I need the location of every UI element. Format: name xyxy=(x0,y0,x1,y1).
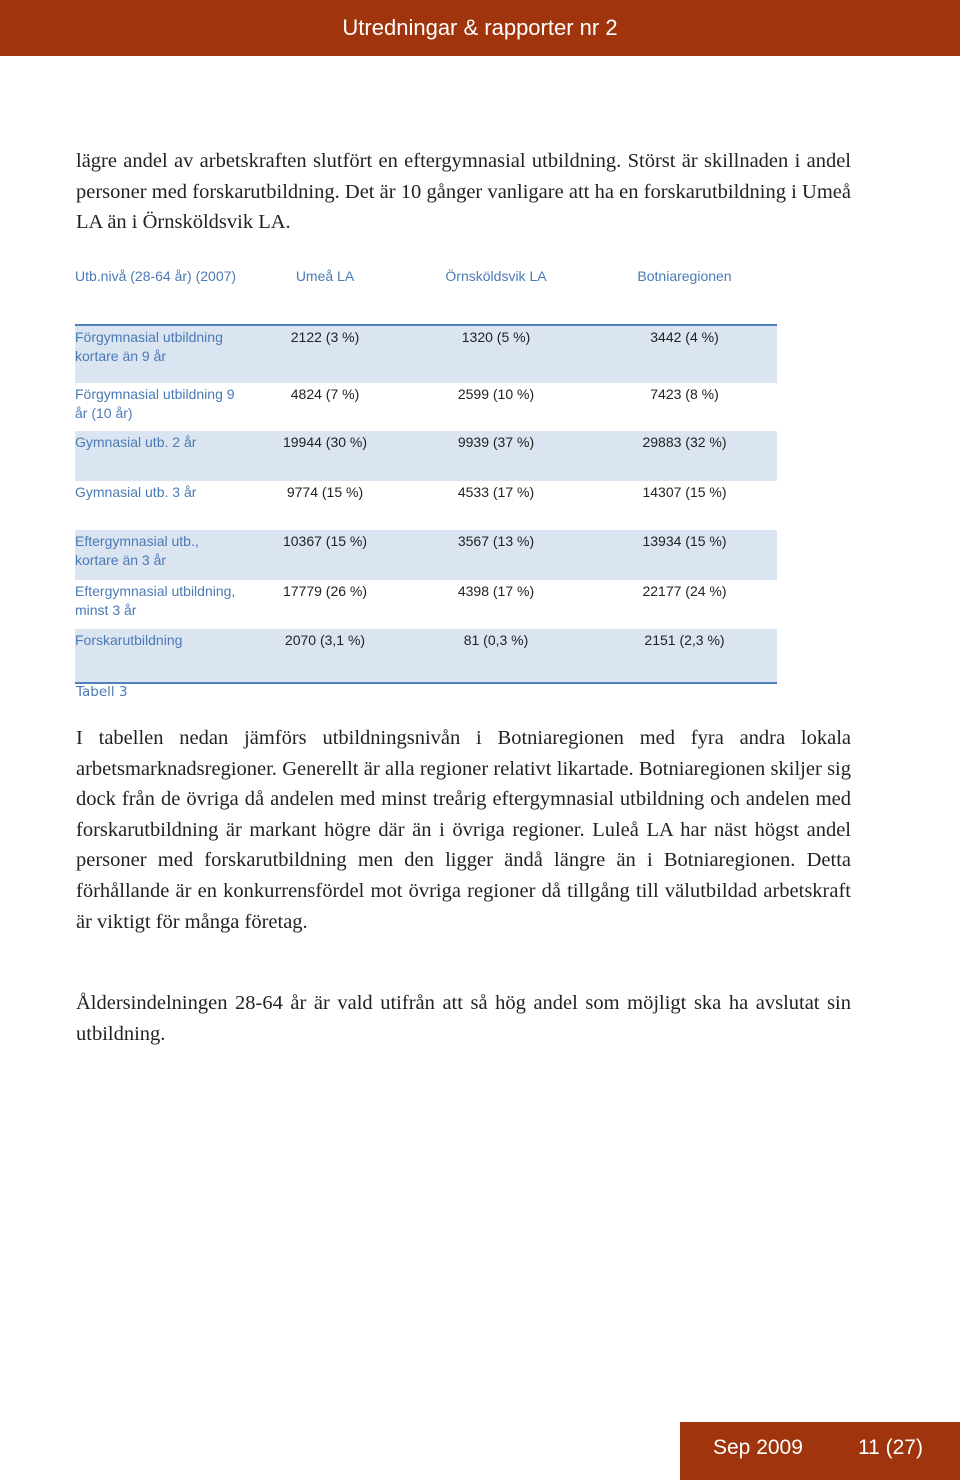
table-cell: 3567 (13 %) xyxy=(400,530,592,580)
row-label: Gymnasial utb. 3 år xyxy=(75,484,197,500)
column-header: Umeå LA xyxy=(295,268,355,284)
table-cell: 9939 (37 %) xyxy=(400,431,592,481)
page-footer xyxy=(680,1422,960,1480)
table-row xyxy=(75,629,777,683)
table-cell: 19944 (30 %) xyxy=(250,431,400,481)
row-label: Förgymnasial utbildning 9 år (10 år) xyxy=(75,386,235,421)
table-cell: 13934 (15 %) xyxy=(592,530,777,580)
table-header-row xyxy=(75,262,777,325)
table-cell: 10367 (15 %) xyxy=(250,530,400,580)
column-header: Utb.nivå (28-64 år) (2007) xyxy=(75,268,237,284)
table-cell: 4533 (17 %) xyxy=(457,484,535,500)
table-cell: 81 (0,3 %) xyxy=(400,629,592,683)
table-cell: 2599 (10 %) xyxy=(457,386,535,402)
column-header: Botniaregionen xyxy=(637,268,732,284)
row-label: Gymnasial utb. 2 år xyxy=(75,431,250,481)
row-label: Forskarutbildning xyxy=(75,629,250,683)
table-cell: 3442 (4 %) xyxy=(592,325,777,383)
row-label: Förgymnasial utbildning kortare än 9 år xyxy=(75,325,250,383)
body-paragraph: Åldersindelningen 28-64 år är vald utifrån att så hög andel som möjligt ska ha avslutat sin utbildning. xyxy=(76,992,851,1045)
table-cell: 2070 (3,1 %) xyxy=(250,629,400,683)
table-cell: 22177 (24 %) xyxy=(642,583,727,599)
table-cell: 4398 (17 %) xyxy=(457,583,535,599)
page-number: 11 (27) xyxy=(858,1436,923,1459)
table-caption: Tabell 3 xyxy=(76,684,128,700)
column-header: Örnsköldsvik LA xyxy=(445,268,547,284)
body-paragraph: lägre andel av arbetskraften slutfört en eftergymnasial utbildning. Störst är skillnaden i andel personer med forskarutbildning. Det är 10 gånger vanligare att ha en forskarutbildning i Umeå LA än i Örnsköldsvik LA. xyxy=(76,150,851,234)
table-row xyxy=(75,530,777,580)
body-paragraph: I tabellen nedan jämförs utbildningsnivån i Botniaregionen med fyra andra lokala arbetsmarknadsregioner. Generellt är alla regioner relativt likartade. Botniaregionen skiljer sig dock från de övriga då andelen med minst treårig eftergymnasial utbildning och andelen med forskarutbildning är markant högre där än i övriga regioner. Luleå LA har näst högst andel personer med forskarutbildning men den ligger ändå längre än i Botniaregionen. Detta förhållande är en konkurrensfördel mot övriga regioner då tillgång till välutbildad arbetskraft är viktigt för många företag. xyxy=(76,727,851,933)
table-cell: 9774 (15 %) xyxy=(286,484,364,500)
row-label: Eftergymnasial utb., kortare än 3 år xyxy=(75,530,250,580)
table-cell: 4824 (7 %) xyxy=(290,386,360,402)
education-level-table xyxy=(75,262,777,684)
table-cell: 2151 (2,3 %) xyxy=(592,629,777,683)
report-series-title: Utredningar & rapporter nr 2 xyxy=(342,15,618,40)
table-cell: 1320 (5 %) xyxy=(400,325,592,383)
table-cell: 14307 (15 %) xyxy=(642,484,727,500)
table-cell: 7423 (8 %) xyxy=(650,386,719,402)
page-header xyxy=(0,0,960,56)
table-cell: 2122 (3 %) xyxy=(250,325,400,383)
table-row xyxy=(75,580,777,629)
table-row xyxy=(75,383,777,431)
table-row xyxy=(75,431,777,481)
table-row xyxy=(75,325,777,383)
table-cell: 17779 (26 %) xyxy=(282,583,368,599)
table-row xyxy=(75,481,777,530)
row-label: Eftergymnasial utbildning, minst 3 år xyxy=(75,583,236,618)
publication-date: Sep 2009 xyxy=(713,1436,803,1459)
table-cell: 29883 (32 %) xyxy=(592,431,777,481)
